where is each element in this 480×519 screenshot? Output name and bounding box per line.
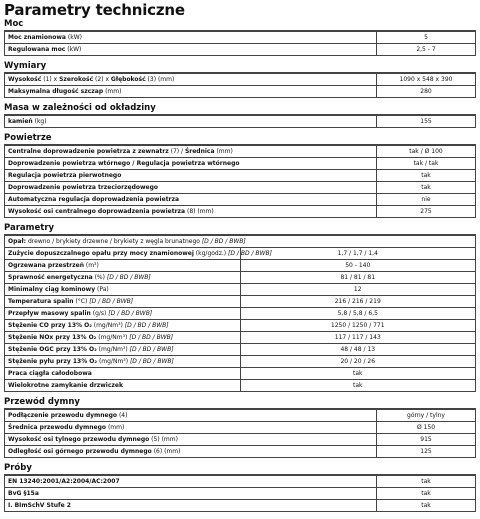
spec-label-suffix: (kW) (65, 45, 82, 53)
spec-value: 20 / 20 / 26 (240, 356, 476, 368)
section-title: Masa w zależności od okładziny (4, 102, 476, 115)
spec-value: 280 (377, 86, 476, 98)
spec-label-bold: Stężenie pyłu przy 13% O₂ (8, 357, 98, 365)
spec-row (5, 344, 476, 356)
spec-value: tak (240, 368, 476, 380)
spec-sheet (0, 2, 480, 519)
spec-value: 1250 / 1250 / 771 (240, 320, 476, 332)
spec-label-fuel-codes: [D / BD / BWB] (124, 321, 169, 329)
spec-table (4, 31, 476, 56)
spec-label (5, 284, 241, 296)
spec-label (5, 32, 377, 44)
spec-row (5, 32, 476, 44)
spec-row (5, 422, 476, 434)
spec-value: 48 / 48 / 13 (240, 344, 476, 356)
spec-label-suffix: drewno / brykiety drzewne / brykiety z węgla brunatnego (26, 237, 202, 245)
spec-label (5, 194, 377, 206)
spec-label-bold: Minimalny ciąg kominowy (8, 285, 96, 293)
spec-value: Ø 150 (377, 422, 476, 434)
spec-label-bold: Średnica (184, 147, 215, 155)
spec-label (5, 158, 377, 170)
spec-label-bold: Ogrzewana przestrzeń (8, 261, 84, 269)
spec-label-bold: Temperatura spalin (8, 297, 74, 305)
spec-label (5, 248, 272, 260)
spec-label-bold: Podłączenie przewodu dymnego (8, 411, 118, 419)
spec-row (5, 500, 476, 512)
spec-row (5, 488, 476, 500)
spec-label-bold: I. BImSchV Stufe 2 (8, 501, 71, 509)
spec-row (5, 308, 476, 320)
spec-label-bold: Średnica przewodu dymnego (8, 423, 107, 431)
spec-label-suffix: (kW) (65, 33, 82, 41)
spec-row (5, 332, 476, 344)
spec-label-bold: Odległość osi górnego przewodu dymnego (8, 447, 152, 455)
page-title: Parametry techniczne (4, 1, 185, 19)
spec-label-suffix: (mg/Nm³) (96, 345, 130, 353)
spec-label-bold: Centralne doprowadzenie powietrza z zewnatrz (8, 147, 169, 155)
spec-row (5, 86, 476, 98)
section-title: Moc (4, 18, 476, 31)
spec-label (5, 446, 377, 458)
spec-table (4, 475, 476, 512)
spec-label-bold: Stężenie NOx przy 13% O₂ (8, 333, 97, 341)
spec-label-bold: Moc znamionowa (8, 33, 66, 41)
spec-label (5, 368, 241, 380)
spec-label (5, 332, 241, 344)
spec-row (5, 182, 476, 194)
spec-label-bold: Opał: (8, 237, 27, 245)
spec-row (5, 206, 476, 218)
spec-label-bold: Praca ciągła całodobowa (8, 369, 92, 377)
spec-label-bold: Regulowana moc (8, 45, 66, 53)
spec-label-bold: Przepływ masowy spalin (8, 309, 91, 317)
spec-label (5, 476, 377, 488)
spec-label-fuel-codes: [D / BD / BWB] (129, 333, 174, 341)
spec-label-suffix: (mg/Nm³) (96, 333, 130, 341)
spec-table (4, 409, 476, 458)
spec-value: tak / tak (377, 158, 476, 170)
spec-label-suffix: (1) x (41, 75, 60, 83)
spec-label (5, 116, 377, 128)
spec-label (5, 410, 377, 422)
spec-label-bold: kamień (8, 117, 33, 125)
spec-label (5, 308, 241, 320)
spec-label-suffix: (%) (92, 273, 107, 281)
spec-label-suffix: (mm) (106, 423, 125, 431)
spec-label (5, 86, 377, 98)
spec-row (5, 74, 476, 86)
spec-row (5, 158, 476, 170)
spec-value: 117 / 117 / 143 (240, 332, 476, 344)
spec-row (5, 320, 476, 332)
spec-row (5, 170, 476, 182)
spec-label-bold: Zużycie dopuszczalnego opału przy mocy znamionowej (8, 249, 194, 257)
spec-value: tak / Ø 100 (377, 146, 476, 158)
spec-value: 1,7 / 1,7 / 1,4 (240, 248, 476, 260)
spec-row (5, 44, 476, 56)
spec-label-bold: Automatyczna regulacja doprowadzenia powietrza (8, 195, 180, 203)
spec-label (5, 260, 241, 272)
spec-label-suffix: (mg/Nm³) (97, 357, 130, 365)
spec-value: nie (377, 194, 476, 206)
spec-label-bold: Doprowadzenie powietrza wtórnego / Regulacja powietrza wtórnego (8, 159, 240, 167)
spec-value: tak (240, 380, 476, 392)
spec-label-bold: Wysokość (8, 75, 42, 83)
spec-label-suffix: (3) (mm) (145, 75, 175, 83)
spec-label-fuel-codes: [D / BD / BWB] (201, 237, 246, 245)
spec-label-fuel-codes: [D / BD / BWB] (108, 309, 153, 317)
spec-row (5, 116, 476, 128)
spec-row (5, 248, 476, 260)
spec-value: 2,5 - 7 (377, 44, 476, 56)
spec-value: 216 / 216 / 219 (240, 296, 476, 308)
section-title: Przewód dymny (4, 396, 476, 409)
spec-label-suffix: (kg/godz.) (193, 249, 229, 257)
spec-value: 50 - 140 (240, 260, 476, 272)
spec-label-suffix: (6) (mm) (151, 447, 181, 455)
spec-label-bold: Głębokość (110, 75, 146, 83)
spec-label (5, 170, 377, 182)
spec-label (5, 206, 377, 218)
spec-label-fuel-codes: [D / BD / BWB] (129, 357, 174, 365)
spec-label-suffix: (8) (mm) (185, 207, 214, 215)
section-title: Powietrze (4, 132, 476, 145)
spec-label-fuel-codes: [D / BD / BWB] (106, 273, 151, 281)
spec-label (5, 236, 476, 248)
spec-row (5, 296, 476, 308)
spec-value: 915 (377, 434, 476, 446)
spec-table (4, 115, 476, 128)
spec-table (4, 145, 476, 218)
spec-value: 5,8 / 5,8 / 6,5 (240, 308, 476, 320)
spec-row (5, 236, 476, 248)
spec-label (5, 380, 241, 392)
spec-label-bold: Wysokość osi tylnego przewodu dymnego (8, 435, 150, 443)
section-title: Próby (4, 462, 476, 475)
spec-row (5, 146, 476, 158)
spec-label (5, 74, 377, 86)
spec-label (5, 272, 241, 284)
spec-value: tak (377, 182, 476, 194)
spec-label-fuel-codes: [D / BD / BWB] (228, 249, 272, 257)
spec-label-suffix: (g/s) (90, 309, 109, 317)
spec-value: 5 (377, 32, 476, 44)
spec-value: 155 (377, 116, 476, 128)
spec-label (5, 146, 377, 158)
spec-label (5, 356, 241, 368)
spec-label-suffix: (2) x (93, 75, 111, 83)
spec-row (5, 260, 476, 272)
spec-label-suffix: (°C) (73, 297, 90, 305)
spec-label-suffix: (m³) (83, 261, 99, 269)
spec-value: górny / tylny (377, 410, 476, 422)
spec-label (5, 434, 377, 446)
spec-value: 1090 x 548 x 390 (377, 74, 476, 86)
spec-label (5, 296, 241, 308)
spec-label (5, 422, 377, 434)
spec-label-fuel-codes: [D / BD / BWB] (129, 345, 174, 353)
spec-value: 81 / 81 / 81 (240, 272, 476, 284)
sections-container (4, 18, 476, 512)
spec-value: tak (377, 476, 476, 488)
spec-row (5, 272, 476, 284)
spec-row (5, 410, 476, 422)
spec-value: 125 (377, 446, 476, 458)
spec-value: 275 (377, 206, 476, 218)
spec-label-bold: Szerokość (59, 75, 94, 83)
spec-label-bold: Wysokość osi centralnego doprowadzenia powietrza (8, 207, 186, 215)
spec-value: tak (377, 170, 476, 182)
spec-table (4, 73, 476, 98)
spec-label (5, 182, 377, 194)
spec-label-suffix: (5) (mm) (149, 435, 178, 443)
spec-value: tak (377, 488, 476, 500)
spec-label-suffix: (7) / (168, 147, 185, 155)
spec-label-bold: Sprawność energetyczna (8, 273, 93, 281)
spec-label-bold: BvG §15a (8, 489, 39, 497)
spec-value: 12 (240, 284, 476, 296)
spec-label-suffix: (Pa) (95, 285, 109, 293)
spec-label-suffix: (mm) (214, 147, 233, 155)
spec-label (5, 500, 377, 512)
spec-label (5, 44, 377, 56)
spec-row (5, 356, 476, 368)
spec-label-suffix: (4) (117, 411, 128, 419)
spec-label (5, 344, 241, 356)
spec-label (5, 320, 241, 332)
spec-row (5, 476, 476, 488)
spec-value: tak (377, 500, 476, 512)
spec-label-suffix: (kg) (32, 117, 47, 125)
spec-row (5, 368, 476, 380)
spec-row (5, 380, 476, 392)
spec-label-bold: Maksymalna długość szczap (8, 87, 104, 95)
spec-label-suffix: (mg/Nm³) (91, 321, 125, 329)
spec-label-bold: Regulacja powietrza pierwotnego (8, 171, 122, 179)
spec-table (4, 235, 476, 392)
spec-label-fuel-codes: [D / BD / BWB] (89, 297, 134, 305)
spec-row (5, 284, 476, 296)
spec-label-suffix: (mm) (103, 87, 122, 95)
spec-row (5, 434, 476, 446)
spec-label-bold: Stężenie OGC przy 13% O₂ (8, 345, 97, 353)
spec-row (5, 446, 476, 458)
section-title: Wymiary (4, 60, 476, 73)
spec-label-bold: Stężenie CO przy 13% O₂ (8, 321, 92, 329)
spec-label-bold: Doprowadzenie powietrza trzeciorzędowego (8, 183, 159, 191)
spec-row (5, 194, 476, 206)
section-title: Parametry (4, 222, 476, 235)
spec-label (5, 488, 377, 500)
spec-label-bold: EN 13240:2001/A2:2004/AC:2007 (8, 477, 120, 485)
spec-label-bold: Wielokrotne zamykanie drzwiczek (8, 381, 123, 389)
